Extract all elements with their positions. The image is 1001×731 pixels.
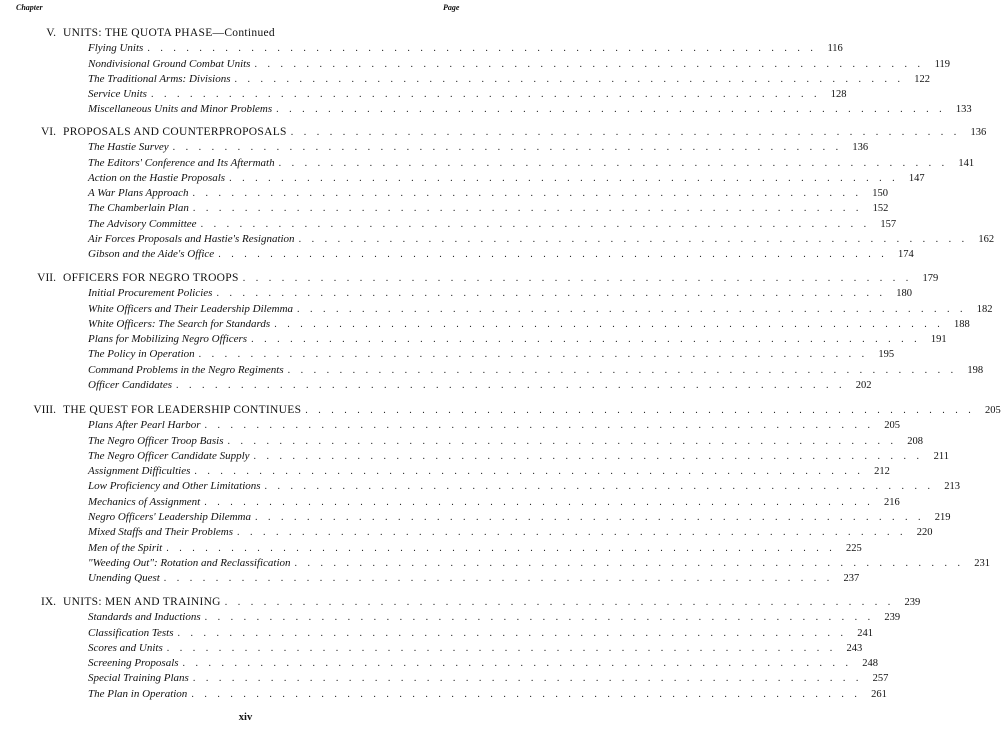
dot-leader: . . . . . . . . . . . . . . . . . . . . . . . . . . . . . . . . . . . . . . . . . . . . . . . . . . . . (192, 673, 863, 685)
toc-entry-line (88, 571, 860, 586)
toc-entry-line (88, 626, 873, 641)
toc-entry-title: Nondivisional Ground Combat Units (88, 57, 251, 70)
toc-entry-page-number: 219 (934, 512, 951, 524)
toc-entry-title: Gibson and the Aide's Office (88, 248, 215, 261)
toc-entry[interactable] (0, 156, 975, 171)
dot-leader: . . . . . . . . . . . . . . . . . . . . . . . . . . . . . . . . . . . . . . . . . . . . . . . . . . . . (172, 142, 843, 154)
toc-entry-line (88, 641, 863, 656)
toc-entry-title: Standards and Inductions (88, 611, 201, 624)
chapter-block (0, 595, 921, 702)
toc-entry-title: Action on the Hastie Proposals (88, 171, 226, 184)
toc-entry-line (88, 525, 933, 540)
toc-entry-page-number: 191 (930, 334, 947, 346)
toc-entry-line (88, 186, 889, 201)
toc-entry-line (88, 201, 889, 216)
toc-entry-line (88, 656, 879, 671)
dot-leader: . . . . . . . . . . . . . . . . . . . . . . . . . . . . . . . . . . . . . . . . . . . . . . . . . . . . (254, 58, 924, 70)
toc-entry-line (88, 72, 931, 87)
toc-entry-line (88, 687, 887, 702)
toc-entry-page-number: 261 (871, 688, 887, 700)
toc-entry-page-number: 162 (978, 234, 995, 246)
chapter-page-number: 239 (904, 597, 921, 608)
toc-entry-title: Negro Officers' Leadership Dilemma (88, 511, 251, 524)
dot-leader: . . . . . . . . . . . . . . . . . . . . . . . . . . . . . . . . . . . . . . . . . . . . . . . . . . . . (287, 364, 958, 376)
toc-entry[interactable] (0, 217, 897, 232)
toc-entry-title: Mechanics of Assignment (88, 495, 201, 508)
toc-entry[interactable] (0, 671, 889, 686)
toc-entry[interactable] (0, 479, 961, 494)
chapter-title: UNITS: MEN AND TRAINING (63, 596, 221, 608)
toc-entry-title: Officer Candidates (88, 379, 173, 392)
toc-entry-page-number: 231 (974, 557, 991, 569)
page-number: xiv (238, 712, 253, 723)
toc-entry-title: White Officers and Their Leadership Dilemma (88, 302, 294, 315)
toc-entry-line (88, 495, 900, 510)
toc-entry-page-number: 157 (880, 218, 897, 230)
toc-entry-line (88, 510, 951, 525)
chapter-page-number: 179 (922, 273, 939, 284)
toc-entry-page-number: 211 (933, 450, 950, 462)
toc-entry[interactable] (0, 57, 950, 72)
dot-leader: . . . . . . . . . . . . . . . . . . . . . . . . . . . . . . . . . . . . . . . . . . . . . . . . . . . . (216, 288, 886, 300)
toc-entry-line (88, 363, 984, 378)
chapter-title-line (63, 26, 461, 41)
chapter-number: V. (46, 27, 56, 39)
toc-entry-page-number: 141 (958, 157, 975, 169)
toc-entry[interactable] (0, 641, 863, 656)
toc-entry-title: Plans After Pearl Harbor (88, 419, 201, 432)
chapter-block (0, 26, 972, 118)
toc-entry[interactable] (0, 171, 925, 186)
toc-entry[interactable] (0, 656, 879, 671)
dot-leader: . . . . . . . . . . . . . . . . . . . . . . . . . . . . . . . . . . . . . . . . . . . . . . . . . . . . (253, 450, 924, 462)
toc-entry-page-number: 202 (855, 380, 872, 392)
chapter-heading[interactable] (0, 595, 921, 610)
toc-entry-page-number: 243 (846, 642, 863, 654)
toc-entry-line (88, 347, 895, 362)
toc-entry-title: Men of the Spirit (88, 541, 163, 554)
toc-entry-title: Plans for Mobilizing Negro Officers (88, 333, 248, 346)
toc-entry-title: Service Units (88, 88, 147, 101)
toc-entry-line (88, 57, 950, 72)
dot-leader: . . . . . . . . . . . . . . . . . . . . . . . . . . . . . . . . . . . . . . . . . . . . . . . . . . . . (163, 573, 834, 585)
toc-entry[interactable] (0, 317, 970, 332)
toc-entry[interactable] (0, 87, 847, 102)
chapter-heading[interactable] (0, 125, 987, 140)
dot-leader: . . . . . . . . . . . . . . . . . . . . . . . . . . . . . . . . . . . . . . . . . . . . . . . . . . . . (237, 527, 907, 539)
toc-entry-page-number: 248 (862, 658, 879, 670)
dot-leader: . . . . . . . . . . . . . . . . . . . . . . . . . . . . . . . . . . . . . . . . . . . . . . . . . . . . (298, 234, 969, 246)
dot-leader: . . . . . . . . . . . . . . . . . . . . . . . . . . . . . . . . . . . . . . . . . . . . . . . . . . . . (229, 172, 899, 184)
toc-entry-page-number: 241 (857, 627, 873, 639)
chapter-title-line (63, 403, 1001, 418)
toc-entry-line (88, 449, 950, 464)
chapter-block (0, 403, 1001, 587)
dot-leader: . . . . . . . . . . . . . . . . . . . . . . . . . . . . . . . . . . . . . . . . . . . . . . . . . . . . (182, 658, 853, 670)
toc-entry-page-number: 220 (916, 527, 933, 539)
toc-entry-line (88, 302, 993, 317)
toc-entry-page-number: 212 (874, 466, 890, 478)
toc-entry-page-number: 208 (907, 435, 923, 447)
dot-leader: . . . . . . . . . . . . . . . . . . . . . . . . . . . . . . . . . . . . . . . . . . . . . . . . . . . . (264, 481, 935, 493)
toc-entry[interactable] (0, 102, 972, 117)
chapter-title-line (63, 271, 939, 286)
toc-entry-line (88, 464, 890, 479)
toc-entry[interactable] (0, 302, 993, 317)
chapter-heading[interactable] (0, 271, 939, 286)
toc-entry-title: Scores and Units (88, 641, 163, 654)
dot-leader: . . . . . . . . . . . . . . . . . . . . . . . . . . . . . . . . . . . . . . . . . . . . . . . . . . . . (290, 127, 961, 138)
page-column-header: Page (443, 3, 460, 12)
toc-entry-page-number: 128 (830, 89, 847, 101)
toc-entry-title: The Traditional Arms: Divisions (88, 72, 231, 85)
toc-entry[interactable] (0, 347, 895, 362)
dot-leader: . . . . . . . . . . . . . . . . . . . . . . . . . . . . . . . . . . . . . . . . . . . . . . . . . . . . (204, 612, 875, 624)
toc-entry-title: Unending Quest (88, 572, 160, 585)
toc-entry-line (88, 610, 901, 625)
toc-entry-page-number: 122 (914, 73, 931, 85)
dot-leader: . . . . . . . . . . . . . . . . . . . . . . . . . . . . . . . . . . . . . . . . . . . . . . . . . . . . (166, 542, 836, 554)
dot-leader: . . . . . . . . . . . . . . . . . . . . . . . . . . . . . . . . . . . . . . . . . . . . . . . . . . . . (166, 642, 837, 654)
toc-entry[interactable] (0, 72, 931, 87)
dot-leader: . . . . . . . . . . . . . . . . . . . . . . . . . . . . . . . . . . . . . . . . . . . . . . . . . . . . (176, 380, 846, 392)
toc-entry-line (88, 87, 847, 102)
toc-entry[interactable] (0, 332, 947, 347)
chapter-title-line (63, 125, 987, 140)
toc-entry-title: The Policy in Operation (88, 348, 195, 361)
toc-entry-title: Special Training Plans (88, 672, 189, 685)
chapter-title: OFFICERS FOR NEGRO TROOPS (63, 272, 239, 284)
toc-entry-page-number: 150 (872, 188, 889, 200)
toc-entry-line (88, 541, 862, 556)
toc-entry[interactable] (0, 363, 984, 378)
chapter-heading[interactable] (0, 403, 1001, 418)
dot-leader: . . . . . . . . . . . . . . . . . . . . . . . . . . . . . . . . . . . . . . . . . . . . . . . . . . . . (218, 249, 888, 261)
toc-entry-page-number: 116 (827, 43, 843, 55)
toc-entry-page-number: 257 (872, 673, 889, 685)
toc-entry-line (88, 102, 972, 117)
toc-entry[interactable] (0, 525, 933, 540)
toc-entry[interactable] (0, 378, 872, 393)
toc-entry-title: Classification Tests (88, 626, 174, 639)
toc-entry-title: Flying Units (88, 42, 144, 55)
chapter-block (0, 125, 995, 263)
toc-entry-title: The Plan in Operation (88, 687, 188, 700)
dot-leader: . . . . . . . . . . . . . . . . . . . . . . . . . . . . . . . . . . . . . . . . . . . . . . . . . . . . (251, 334, 921, 346)
toc-entry[interactable] (0, 610, 901, 625)
toc-entry-page-number: 198 (967, 364, 984, 376)
toc-entry-title: The Negro Officer Candidate Supply (88, 449, 250, 462)
toc-entry[interactable] (0, 464, 890, 479)
toc-entry-title: "Weeding Out": Rotation and Reclassification (88, 556, 291, 569)
toc-entry[interactable] (0, 626, 873, 641)
dot-leader: . . . . . . . . . . . . . . . . . . . . . . . . . . . . . . . . . . . . . . . . . . . . . . . . . . . . (305, 405, 975, 416)
toc-entry-line (88, 171, 925, 186)
toc-entry-page-number: 225 (846, 542, 862, 554)
toc-entry[interactable] (0, 201, 889, 216)
chapter-page-number: 205 (985, 405, 1001, 416)
dot-leader: . . . . . . . . . . . . . . . . . . . . . . . . . . . . . . . . . . . . . . . . . . . . . . . . . . . . (278, 157, 949, 169)
dot-leader: . . . . . . . . . . . . . . . . . . . . . . . . . . . . . . . . . . . . . . . . . . . . . . . . . . . . (177, 627, 847, 639)
toc-entry-line (88, 434, 923, 449)
dot-leader: . . . . . . . . . . . . . . . . . . . . . . . . . . . . . . . . . . . . . . . . . . . . . . . . . . . . (294, 557, 965, 569)
chapter-column-header: Chapter (16, 3, 43, 12)
chapter-title-line (63, 595, 921, 610)
toc-entry-line (88, 247, 914, 262)
dot-leader: . . . . . . . . . . . . . . . . . . . . . . . . . . . . . . . . . . . . . . . . . . . . . . . . . . . . (227, 435, 897, 447)
toc-entry-title: Mixed Staffs and Their Problems (88, 526, 234, 539)
dot-leader: . . . . . . . . . . . . . . . . . . . . . . . . . . . . . . . . . . . . . . . . . . . . . . . . . . . . (242, 273, 913, 284)
toc-entry-page-number: 239 (884, 612, 901, 624)
dot-leader: . . . . . . . . . . . . . . . . . . . . . . . . . . . . . . . . . . . . . . . . . . . . . . . . . . . . (194, 466, 864, 478)
toc-entry-title: The Hastie Survey (88, 141, 169, 154)
toc-entry[interactable] (0, 247, 914, 262)
toc-entry-page-number: 213 (944, 481, 961, 493)
toc-entry[interactable] (0, 541, 862, 556)
toc-entry-title: A War Plans Approach (88, 187, 189, 200)
dot-leader: . . . . . . . . . . . . . . . . . . . . . . . . . . . . . . . . . . . . . . . . . . . . . . . . . . . . (224, 597, 895, 608)
toc-entry-line (88, 556, 991, 571)
chapter-number: VIII. (33, 404, 56, 416)
toc-entry[interactable] (0, 556, 991, 571)
toc-entry-title: Low Proficiency and Other Limitations (88, 480, 261, 493)
toc-entry-page-number: 133 (955, 104, 972, 116)
toc-entry-line (88, 140, 869, 155)
toc-entry[interactable] (0, 186, 889, 201)
toc-entry[interactable] (0, 286, 912, 301)
toc-entry-page-number: 136 (852, 142, 869, 154)
toc-entry[interactable] (0, 510, 951, 525)
toc-entry[interactable] (0, 687, 887, 702)
toc-entry-title: The Advisory Committee (88, 217, 197, 230)
chapter-number: VII. (37, 272, 56, 284)
toc-entry-page-number: 237 (843, 573, 860, 585)
toc-entry[interactable] (0, 495, 900, 510)
toc-entry-page-number: 147 (908, 172, 925, 184)
toc-entry-line (88, 232, 995, 247)
toc-entry-page-number: 188 (953, 318, 970, 330)
dot-leader: . . . . . . . . . . . . . . . . . . . . . . . . . . . . . . . . . . . . . . . . . . . . . . . . . . . . (204, 496, 874, 508)
dot-leader: . . . . . . . . . . . . . . . . . . . . . . . . . . . . . . . . . . . . . . . . . . . . . . . . . . . . (147, 43, 817, 55)
chapter-title: THE QUEST FOR LEADERSHIP CONTINUES (63, 404, 302, 416)
toc-entry-page-number: 216 (883, 496, 900, 508)
toc-entry-line (88, 286, 912, 301)
toc-entry-line (88, 317, 970, 332)
toc-entry-title: The Chamberlain Plan (88, 202, 189, 215)
dot-leader: . . . . . . . . . . . . . . . . . . . . . . . . . . . . . . . . . . . . . . . . . . . . . . . . . . . . (198, 349, 869, 361)
toc-entry-page-number: 180 (896, 288, 912, 300)
toc-entry[interactable] (0, 418, 901, 433)
chapter-page-number: 136 (970, 127, 987, 138)
toc-entry-line (88, 156, 975, 171)
toc-entry-line (88, 378, 872, 393)
chapter-number: IX. (40, 596, 56, 608)
toc-entry-title: The Negro Officer Troop Basis (88, 434, 224, 447)
toc-entry-title: Assignment Difficulties (88, 465, 191, 478)
dot-leader: . . . . . . . . . . . . . . . . . . . . . . . . . . . . . . . . . . . . . . . . . . . . . . . . . . . . (234, 73, 905, 85)
toc-entry[interactable] (0, 434, 923, 449)
toc-entry-line (88, 479, 961, 494)
dot-leader: . . . . . . . . . . . . . . . . . . . . . . . . . . . . . . . . . . . . . . . . . . . . . . . . . . . . (192, 188, 863, 200)
toc-entry-line (88, 41, 843, 56)
chapter-block (0, 271, 993, 393)
toc-entry-title: The Editors' Conference and Its Aftermath (88, 156, 275, 169)
dot-leader: . . . . . . . . . . . . . . . . . . . . . . . . . . . . . . . . . . . . . . . . . . . . . . . . . . . . (297, 303, 967, 315)
toc-entry-title: Air Forces Proposals and Hastie's Resignation (88, 233, 295, 246)
dot-leader: . . . . . . . . . . . . . . . . . . . . . . . . . . . . . . . . . . . . . . . . . . . . . . . . . . . . (191, 688, 861, 700)
chapter-title: PROPOSALS AND COUNTERPROPOSALS (63, 126, 287, 138)
toc-entry-line (88, 671, 889, 686)
toc-entry[interactable] (0, 449, 950, 464)
toc-entry-title: White Officers: The Search for Standards (88, 317, 271, 330)
toc-entry-page-number: 195 (878, 349, 895, 361)
dot-leader: . . . . . . . . . . . . . . . . . . . . . . . . . . . . . . . . . . . . . . . . . . . . . . . . . . . . (274, 318, 944, 330)
toc-entry-title: Initial Procurement Policies (88, 287, 213, 300)
toc-entry-line (88, 418, 901, 433)
dot-leader: . . . . . . . . . . . . . . . . . . . . . . . . . . . . . . . . . . . . . . . . . . . . . . . . . . . . (276, 104, 946, 116)
toc-entry-page-number: 174 (897, 249, 914, 261)
toc-entry-line (88, 332, 947, 347)
dot-leader: . . . . . . . . . . . . . . . . . . . . . . . . . . . . . . . . . . . . . . . . . . . . . . . . . . . . (254, 512, 925, 524)
dot-leader: . . . . . . . . . . . . . . . . . . . . . . . . . . . . . . . . . . . . . . . . . . . . . . . . . . . . (150, 89, 821, 101)
dot-leader: . . . . . . . . . . . . . . . . . . . . . . . . . . . . . . . . . . . . . . . . . . . . . . . . . . . . (192, 203, 863, 215)
dot-leader: . . . . . . . . . . . . . . . . . . . . . . . . . . . . . . . . . . . . . . . . . . . . . . . . . . . . (204, 420, 875, 432)
toc-entry-page-number: 152 (872, 203, 889, 215)
toc-entry-page-number: 119 (934, 58, 950, 70)
toc-entry[interactable] (0, 232, 995, 247)
toc-entry[interactable] (0, 140, 869, 155)
toc-entry[interactable] (0, 571, 860, 586)
chapter-number: VI. (40, 126, 56, 138)
toc-entry-line (88, 217, 897, 232)
toc-entry-title: Screening Proposals (88, 657, 179, 670)
toc-entry-title: Miscellaneous Units and Minor Problems (88, 103, 273, 116)
chapter-heading[interactable] (0, 26, 491, 41)
toc-entry-page-number: 205 (884, 420, 901, 432)
chapter-title: UNITS: THE QUOTA PHASE—Continued (63, 27, 275, 39)
toc-entry-page-number: 182 (976, 303, 993, 315)
toc-entry-title: Command Problems in the Negro Regiments (88, 363, 284, 376)
toc-entry[interactable] (0, 41, 843, 56)
dot-leader: . . . . . . . . . . . . . . . . . . . . . . . . . . . . . . . . . . . . . . . . . . . . . . . . . . . . (200, 218, 871, 230)
